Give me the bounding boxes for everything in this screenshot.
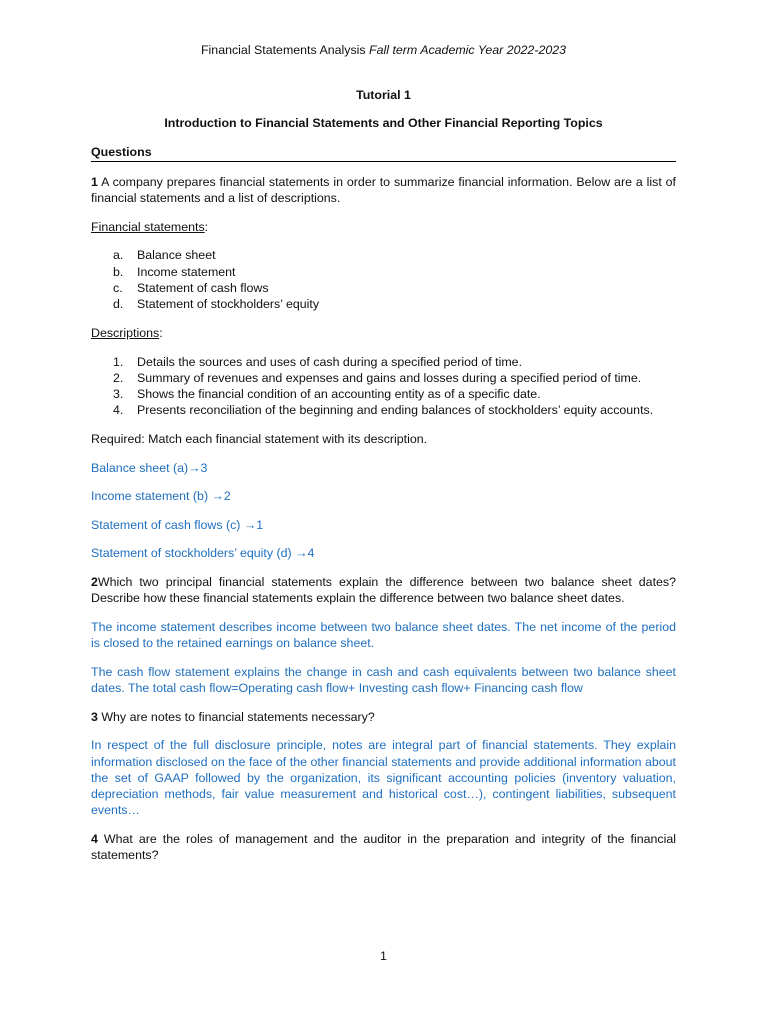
list-marker: 3. — [113, 387, 124, 402]
list-item — [91, 354, 676, 370]
header-course: Financial Statements Analysis — [200, 43, 370, 57]
question-2 — [91, 574, 676, 607]
answer-1-income-statement: Income statement (b) →2 — [91, 489, 231, 504]
document-page — [91, 0, 676, 1024]
page-header — [91, 42, 676, 58]
list-item — [91, 264, 676, 280]
list-item — [91, 402, 676, 418]
financial-statements-label — [91, 219, 676, 235]
list-marker: c. — [113, 281, 123, 296]
answer-3-notes: In respect of the full disclosure principle, notes are integral part of financial statements. They explain information disclosed on the face of the other financial statements and provide additional information about the set of GAAP followed by the organization, its significant accounting policies (inventory valuation, depreciation methods, fair value measurement and historical cost…), contingent liabilities, subsequent events… — [91, 738, 676, 818]
list-item — [91, 386, 676, 402]
question-1-required: Required: Match each financial statement with its description. — [91, 432, 428, 447]
list-item-text: Summary of revenues and expenses and gains and losses during a specified period of time. — [137, 370, 642, 385]
financial-statements-list — [91, 247, 676, 312]
question-4-text: What are the roles of management and the auditor in the preparation and integrity of the financial statements? — [91, 832, 676, 863]
question-1-number: 1 — [91, 175, 98, 189]
question-4-number: 4 — [91, 832, 98, 847]
list-item-text: Balance sheet — [137, 248, 216, 263]
list-item-text: Statement of stockholders’ equity — [137, 297, 320, 312]
descriptions-list — [91, 354, 676, 419]
page-number: 1 — [380, 949, 387, 963]
header-term: Fall term Academic Year 2022-2023 — [369, 43, 567, 57]
answer-1-stockholders-equity: Statement of stockholders’ equity (d) →4 — [91, 546, 315, 561]
list-item-text: Statement of cash flows — [137, 281, 269, 296]
descriptions-colon: : — [159, 325, 163, 340]
financial-statements-heading: Financial statements — [91, 219, 205, 234]
list-item — [91, 296, 676, 312]
tutorial-title: Tutorial 1 — [356, 88, 411, 102]
list-item-text: Details the sources and uses of cash during a specified period of time. — [137, 354, 523, 369]
list-marker: b. — [113, 264, 124, 279]
list-item-text: Shows the financial condition of an accounting entity as of a specific date. — [137, 387, 541, 402]
questions-heading: Questions — [91, 144, 676, 162]
list-item-text: Income statement — [137, 264, 236, 279]
answer-1-balance-sheet: Balance sheet (a)→3 — [91, 460, 208, 475]
list-marker: 4. — [113, 403, 124, 418]
question-1-text: A company prepares financial statements in order to summarize financial information. Below are a list of financial statements and a list of descriptions. — [91, 175, 676, 206]
list-item — [91, 370, 676, 386]
question-4 — [91, 831, 676, 864]
answer-1-cash-flows: Statement of cash flows (c) →1 — [91, 517, 264, 532]
answer-2-cash-flow-statement: The cash flow statement explains the change in cash and cash equivalents between two balance sheet dates. The total cash flow=Operating cash flow+ Investing cash flow+ Financing cash flow — [91, 664, 676, 696]
descriptions-heading: Descriptions — [91, 325, 160, 340]
question-3-number: 3 — [91, 709, 98, 724]
tutorial-subtitle: Introduction to Financial Statements and Other Financial Reporting Topics — [164, 116, 603, 130]
list-marker: a. — [113, 248, 124, 263]
financial-statements-colon: : — [204, 219, 209, 234]
question-1 — [91, 174, 676, 207]
list-item — [91, 247, 676, 263]
list-marker: 2. — [113, 370, 124, 385]
question-2-number: 2 — [91, 575, 98, 590]
questions-content — [91, 174, 676, 876]
question-3-text: Why are notes to financial statements necessary? — [97, 709, 375, 724]
list-item — [91, 280, 676, 296]
descriptions-label — [91, 325, 676, 341]
list-marker: 1. — [113, 354, 124, 369]
list-marker: d. — [113, 297, 124, 312]
question-2-text: Which two principal financial statements explain the difference between two balance sheet dates? Describe how these financial statements explain the difference between two balance sheet dates. — [91, 575, 676, 606]
answer-2-income-statement: The income statement describes income between two balance sheet dates. The net income of the period is closed to the retained earnings on balance sheet. — [91, 619, 676, 651]
list-item-text: Presents reconciliation of the beginning and ending balances of stockholders’ equity accounts. — [137, 403, 654, 418]
question-3 — [91, 709, 676, 725]
